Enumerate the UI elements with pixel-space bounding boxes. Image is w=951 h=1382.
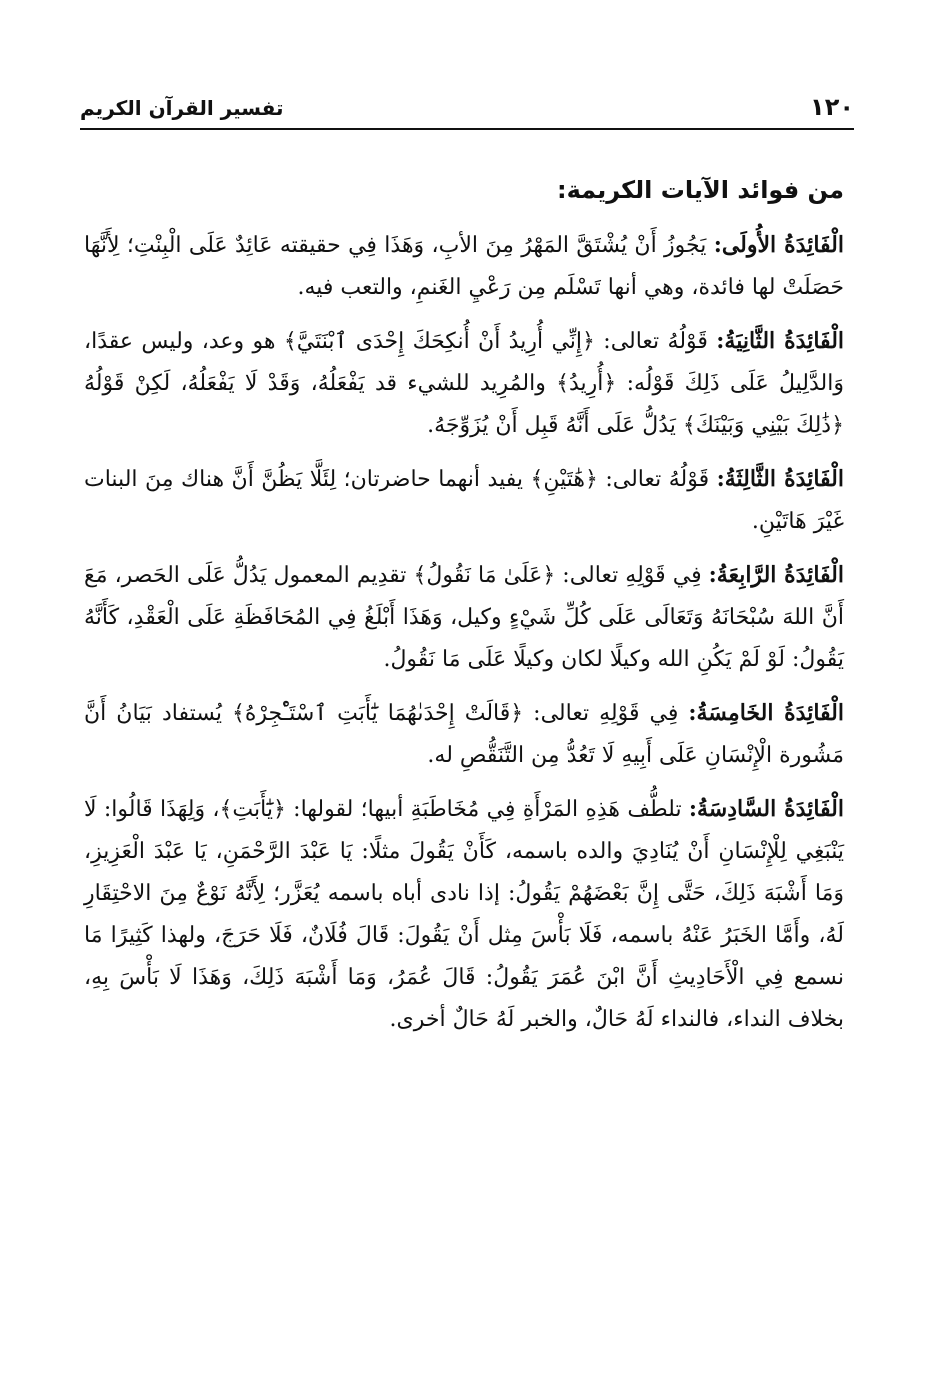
benefit-paragraph-6	[84, 788, 844, 1041]
book-title: تفسير القرآن الكريم	[80, 96, 284, 120]
page-header	[80, 88, 854, 130]
benefit-paragraph-5	[84, 692, 844, 777]
benefit-title: الْفَائِدَةُ الأُولَى:	[713, 232, 844, 258]
benefit-text: فِي قَوْلِهِ تعالى: ﴿عَلَىٰ مَا نَقُولُ﴾ تقدِيم المعمول يَدُلُّ عَلَى الحَصر، مَعَ أَنَّ اللهَ سُبْحَانَهُ وَتَعَالَى عَلَى كُلِّ شَيْءٍ وكيل، وَهَذَا أَبْلَغُ فِي المُحَافَظَةِ عَلَى الْعَقْدِ، كَأَنَّهُ يَقُولُ: لَوْ لَمْ يَكُنِ الله وكيلًا لكان وكيلًا عَلَى مَا نَقُولُ.	[84, 563, 844, 672]
benefit-text: قَوْلُهُ تعالى: ﴿إِنِّي أُرِيدُ أَنْ أُنكِحَكَ إِحْدَى ٱبْنَتَيَّ﴾ هو وعد، وليس عقدًا، وَالدَّلِيلُ عَلَى ذَلِكَ قَوْلُه: ﴿أُرِيدُ﴾ والمُرِيد للشيء قد يَفْعَلُهُ، وَقَدْ لَا يَفْعَلُهُ، لَكِنْ قَوْلُهُ ﴿ذَٰلِكَ بَيْنِي وَبَيْنَكَ﴾ يَدُلُّ عَلَى أَنَّهُ قَبِل أَنْ يُزَوِّجَهُ.	[84, 329, 844, 438]
benefit-paragraph-1	[84, 224, 844, 309]
benefit-text: يَجُوزُ أَنْ يُشْتَقَّ المَهْرُ مِنَ الأبِ، وَهَذَا فِي حقيقته عَائِدٌ عَلَى الْبِنْتِ؛ لِأَنَّهَا حَصَلَتْ لها فائدة، وهي أنها تَسْلَم مِن رَعْيِ الغَنمِ، والتعب فيه.	[84, 233, 844, 300]
benefit-text: قَوْلُهُ تعالى: ﴿هَٰتَيْنِ﴾ يفيد أنهما حاضرتان؛ لِئَلَّا يَظُنَّ أَنَّ هناك مِنَ البنات غَيْرَ هَاتَيْنِ.	[84, 467, 844, 534]
benefit-paragraph-3	[84, 458, 844, 543]
benefit-title: الْفَائِدَةُ الرَّابِعَةُ:	[708, 562, 844, 588]
page-content	[84, 170, 844, 1052]
benefit-title: الْفَائِدَةُ الخَامِسَةُ:	[688, 700, 844, 726]
page-number: ١٢٠	[810, 93, 854, 121]
benefit-title: الْفَائِدَةُ السَّادِسَةُ:	[688, 796, 845, 822]
benefit-paragraph-4	[84, 554, 844, 681]
benefit-text: تلطُّف هَذِهِ المَرْأَةِ فِي مُخَاطَبَةِ أبيها؛ لقولها: ﴿يَٰٓأَبَتِ﴾، وَلِهَذَا قَالُوا: لَا يَنْبَغِي لِلْإِنْسَانِ أَنْ يُنَادِيَ والده باسمه، كَأَنْ يَقُولَ مثلًا: يَا عَبْدَ الرَّحْمَنِ، يَا عَبْدَ الْعَزِيزِ، وَمَا أَشْبَهَ ذَلِكَ، حَتَّى إِنَّ بَعْضَهُمْ يَقُولُ: إذا نادى أباه باسمه يُعَزَّر؛ لِأَنَّهُ نَوْعٌ مِنَ الاحْتِقَارِ لَهُ، وأَمَّا الخَبَرُ عَنْهُ باسمه، فَلَا بَأْسَ مِثل أَنْ يَقُولَ: قَالَ فُلَانٌ، فَلَا حَرَجَ، ولهذا كَثِيرًا مَا نسمع فِي الْأَحَادِيثِ أَنَّ ابْنَ عُمَرَ يَقُولُ: قَالَ عُمَرُ، وَمَا أَشْبَهَ ذَلِكَ، وَهَذَا لَا بَأْسَ بِهِ، بخلاف النداء، فالنداء لَهُ حَالٌ، والخبر لَهُ حَالٌ أخرى.	[84, 797, 844, 1032]
benefit-title: الْفَائِدَةُ الثَّانِيَةُ:	[716, 328, 845, 354]
benefit-paragraph-2	[84, 320, 844, 447]
benefit-title: الْفَائِدَةُ الثَّالِثَةُ:	[716, 466, 844, 492]
benefit-text: فِي قَوْلِهِ تعالى: ﴿قَالَتْ إِحْدَىٰهُمَا يَٰٓأَبَتِ ٱسْتَـْٔجِرْهُ﴾ يُستفاد بَيَانُ أَنَّ مَشُورة الْإِنْسَانِ عَلَى أَبِيهِ لَا تَعُدُّ مِن التَّنَقُّصِ له.	[84, 701, 844, 768]
section-title: من فوائد الآيات الكريمة:	[556, 176, 844, 204]
